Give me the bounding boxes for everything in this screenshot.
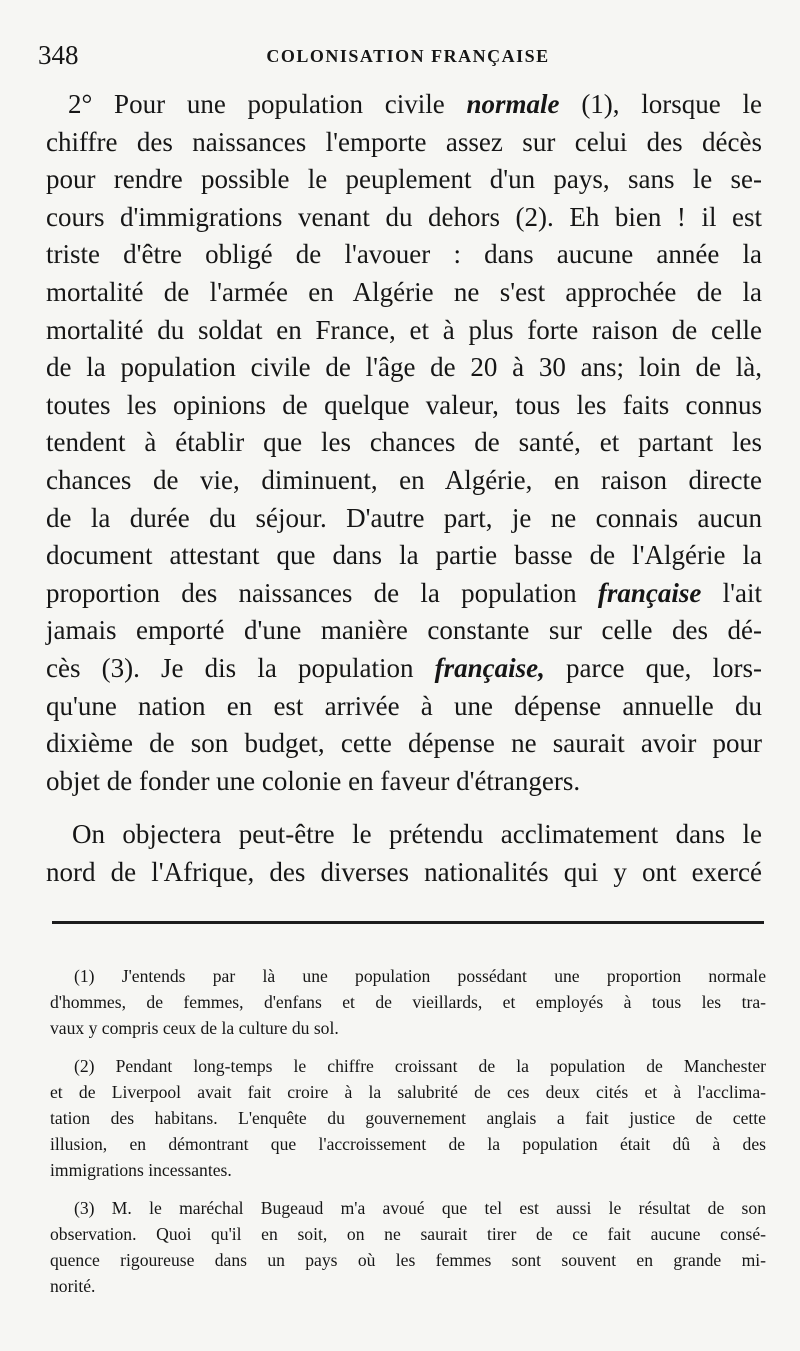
footnotes bbox=[50, 963, 766, 1299]
text-line: de la population civile de l'âge de 20 à 30 ans; loin de là, bbox=[46, 352, 762, 383]
footnote-line: d'hommes, de femmes, d'enfans et de vieillards, et employés à tous les tra- bbox=[50, 992, 766, 1012]
page-number: 348 bbox=[38, 40, 79, 70]
text-line: dixième de son budget, cette dépense ne saurait avoir pour bbox=[46, 728, 762, 759]
text-line: mortalité de l'armée en Algérie ne s'est approchée de la bbox=[46, 276, 762, 307]
text-line: cès (3). Je dis la population française, parce que, lors- bbox=[46, 652, 763, 683]
text-line: tendent à établir que les chances de santé, et partant les bbox=[46, 427, 762, 458]
text-line: nord de l'Afrique, des diverses nationalités qui y ont exercé bbox=[46, 856, 762, 887]
text-line: cours d'immigrations venant du dehors (2). Eh bien ! il est bbox=[46, 201, 762, 232]
footnote-line: et de Liverpool avait fait croire à la salubrité de ces deux cités et à l'acclima- bbox=[50, 1082, 766, 1102]
footnote-line: (1) J'entends par là une population possédant une proportion normale bbox=[74, 966, 766, 986]
text-line: On objectera peut-être le prétendu acclimatement dans le bbox=[72, 819, 762, 850]
text-line: de la durée du séjour. D'autre part, je ne connais aucun bbox=[46, 502, 762, 533]
running-title: COLONISATION FRANÇAISE bbox=[266, 46, 550, 66]
text-line: pour rendre possible le peuplement d'un pays, sans le se- bbox=[46, 164, 762, 195]
emphasis: normale bbox=[466, 89, 560, 119]
footnote-line: illusion, en démontrant que l'accroissement de la population était dû à des bbox=[50, 1134, 766, 1154]
footnote-line: observation. Quoi qu'il en soit, on ne saurait tirer de ce fait aucune consé- bbox=[50, 1224, 766, 1244]
footnote-line: immigrations incessantes. bbox=[50, 1160, 232, 1180]
page-header bbox=[38, 40, 778, 74]
text-line: chances de vie, diminuent, en Algérie, en raison directe bbox=[46, 464, 762, 495]
text-line: qu'une nation en est arrivée à une dépense annuelle du bbox=[46, 690, 762, 721]
text-line: 2° Pour une population civile normale (1), lorsque le bbox=[68, 89, 763, 119]
text-line: jamais emporté d'une manière constante sur celle des dé- bbox=[46, 615, 762, 646]
footnote-line: quence rigoureuse dans un pays où les femmes sont souvent en grande mi- bbox=[50, 1250, 766, 1270]
text-line: proportion des naissances de la population française l'ait bbox=[46, 577, 762, 608]
emphasis: française bbox=[597, 577, 702, 608]
text-line: chiffre des naissances l'emporte assez sur celui des décès bbox=[46, 126, 762, 157]
text-line: objet de fonder une colonie en faveur d'étrangers. bbox=[46, 765, 581, 796]
footnote-line: tation des habitans. L'enquête du gouvernement anglais a fait justice de cette bbox=[50, 1108, 766, 1128]
text-line: triste d'être obligé de l'avouer : dans aucune année la bbox=[46, 239, 762, 270]
main-text bbox=[46, 86, 762, 891]
emphasis: française, bbox=[434, 652, 545, 683]
footnote-line: vaux y compris ceux de la culture du sol. bbox=[50, 1018, 339, 1038]
text-line: document attestant que dans la partie basse de l'Algérie la bbox=[46, 540, 762, 571]
footnote-line: (3) M. le maréchal Bugeaud m'a avoué que tel est aussi le résultat de son bbox=[74, 1198, 766, 1218]
text-line: mortalité du soldat en France, et à plus forte raison de celle bbox=[46, 314, 762, 345]
footnote-line: norité. bbox=[50, 1276, 96, 1296]
footnote-rule bbox=[52, 921, 764, 924]
footnote-line: (2) Pendant long-temps le chiffre croissant de la population de Manchester bbox=[74, 1056, 766, 1076]
text-line: toutes les opinions de quelque valeur, tous les faits connus bbox=[46, 389, 762, 420]
